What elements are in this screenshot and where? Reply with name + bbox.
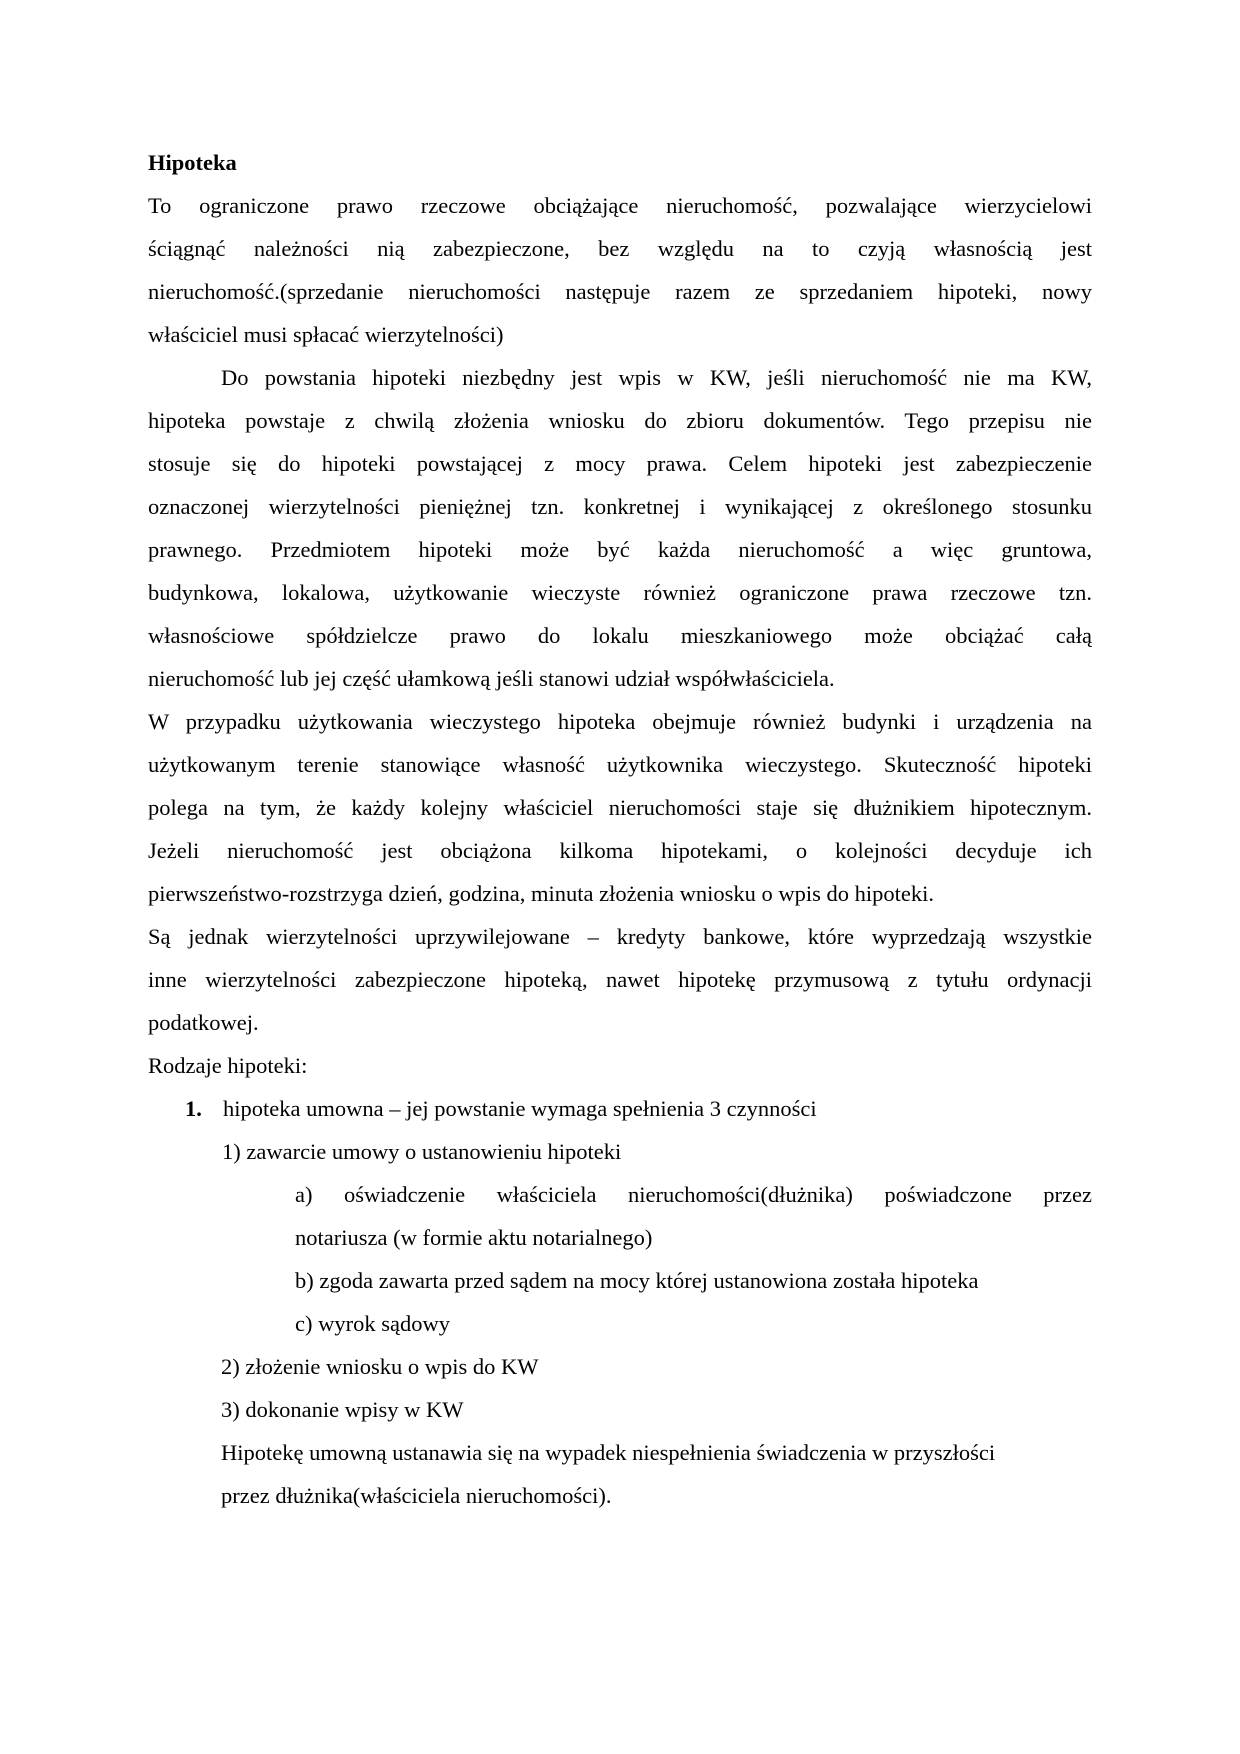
paragraph-definition <box>148 184 1092 356</box>
text-line: Do powstania hipoteki niezbędny jest wpis w KW, jeśli nieruchomość nie ma KW, <box>221 365 1092 390</box>
text-line: własnościowe spółdzielcze prawo do lokalu mieszkaniowego może obciążać całą <box>148 623 1092 648</box>
text-line: podatkowej. <box>148 1010 259 1035</box>
text-line: właściciel musi spłacać wierzytelności) <box>148 322 504 347</box>
list-step: 2) złożenie wniosku o wpis do KW <box>221 1354 539 1379</box>
list-substep: notariusza (w formie aktu notarialnego) <box>295 1225 653 1250</box>
text-line: ściągnąć należności nią zabezpieczone, bez względu na to czyją własnością jest <box>148 236 1092 261</box>
list-step: 1) zawarcie umowy o ustanowieniu hipoteki <box>222 1139 622 1164</box>
paragraph-privileged-claims <box>148 915 1092 1044</box>
text-line: oznaczonej wierzytelności pieniężnej tzn. konkretnej i wynikającej z określonego stosunku <box>148 494 1092 519</box>
text-line: budynkowa, lokalowa, użytkowanie wieczyste również ograniczone prawa rzeczowe tzn. <box>148 580 1092 605</box>
text-line: polega na tym, że każdy kolejny właściciel nieruchomości staje się dłużnikiem hipotecznym. <box>148 795 1092 820</box>
types-heading: Rodzaje hipoteki: <box>148 1053 308 1078</box>
list-substep: c) wyrok sądowy <box>295 1311 450 1336</box>
text-line: Są jednak wierzytelności uprzywilejowane – kredyty bankowe, które wyprzedzają wszystkie <box>148 924 1092 949</box>
list-number: 1. <box>185 1096 202 1121</box>
text-line: W przypadku użytkowania wieczystego hipoteka obejmuje również budynki i urządzenia na <box>148 709 1092 734</box>
text-line: To ograniczone prawo rzeczowe obciążające nieruchomość, pozwalające wierzycielowi <box>148 193 1092 218</box>
list-substep: a) oświadczenie właściciela nieruchomości(dłużnika) poświadczone przez <box>295 1182 1092 1207</box>
types-list <box>148 1087 1092 1517</box>
list-note: Hipotekę umowną ustanawia się na wypadek niespełnienia świadczenia w przyszłości <box>221 1440 996 1465</box>
paragraph-perpetual-usufruct <box>148 700 1092 915</box>
list-item <box>148 1087 1092 1130</box>
text-line: prawnego. Przedmiotem hipoteki może być każda nieruchomość a więc gruntowa, <box>148 537 1092 562</box>
text-line: użytkowanym terenie stanowiące własność użytkownika wieczystego. Skuteczność hipoteki <box>148 752 1092 777</box>
document-title: Hipoteka <box>148 150 237 175</box>
list-step: 3) dokonanie wpisy w KW <box>221 1397 464 1422</box>
text-line: nieruchomość lub jej część ułamkową jeśli stanowi udział współwłaściciela. <box>148 666 835 691</box>
list-substep: b) zgoda zawarta przed sądem na mocy której ustanowiona została hipoteka <box>295 1268 979 1293</box>
text-line: inne wierzytelności zabezpieczone hipoteką, nawet hipotekę przymusową z tytułu ordynacji <box>148 967 1092 992</box>
list-item-text: hipoteka umowna – jej powstanie wymaga spełnienia 3 czynności <box>223 1096 817 1121</box>
text-line: nieruchomość.(sprzedanie nieruchomości następuje razem ze sprzedaniem hipoteki, nowy <box>148 279 1092 304</box>
list-note: przez dłużnika(właściciela nieruchomości). <box>221 1483 612 1508</box>
paragraph-creation <box>148 356 1092 700</box>
text-line: stosuje się do hipoteki powstającej z mocy prawa. Celem hipoteki jest zabezpieczenie <box>148 451 1092 476</box>
text-line: hipoteka powstaje z chwilą złożenia wniosku do zbioru dokumentów. Tego przepisu nie <box>148 408 1092 433</box>
text-line: Jeżeli nieruchomość jest obciążona kilkoma hipotekami, o kolejności decyduje ich <box>148 838 1092 863</box>
text-line: pierwszeństwo-rozstrzyga dzień, godzina, minuta złożenia wniosku o wpis do hipoteki. <box>148 881 935 906</box>
document-page <box>148 141 1092 1517</box>
